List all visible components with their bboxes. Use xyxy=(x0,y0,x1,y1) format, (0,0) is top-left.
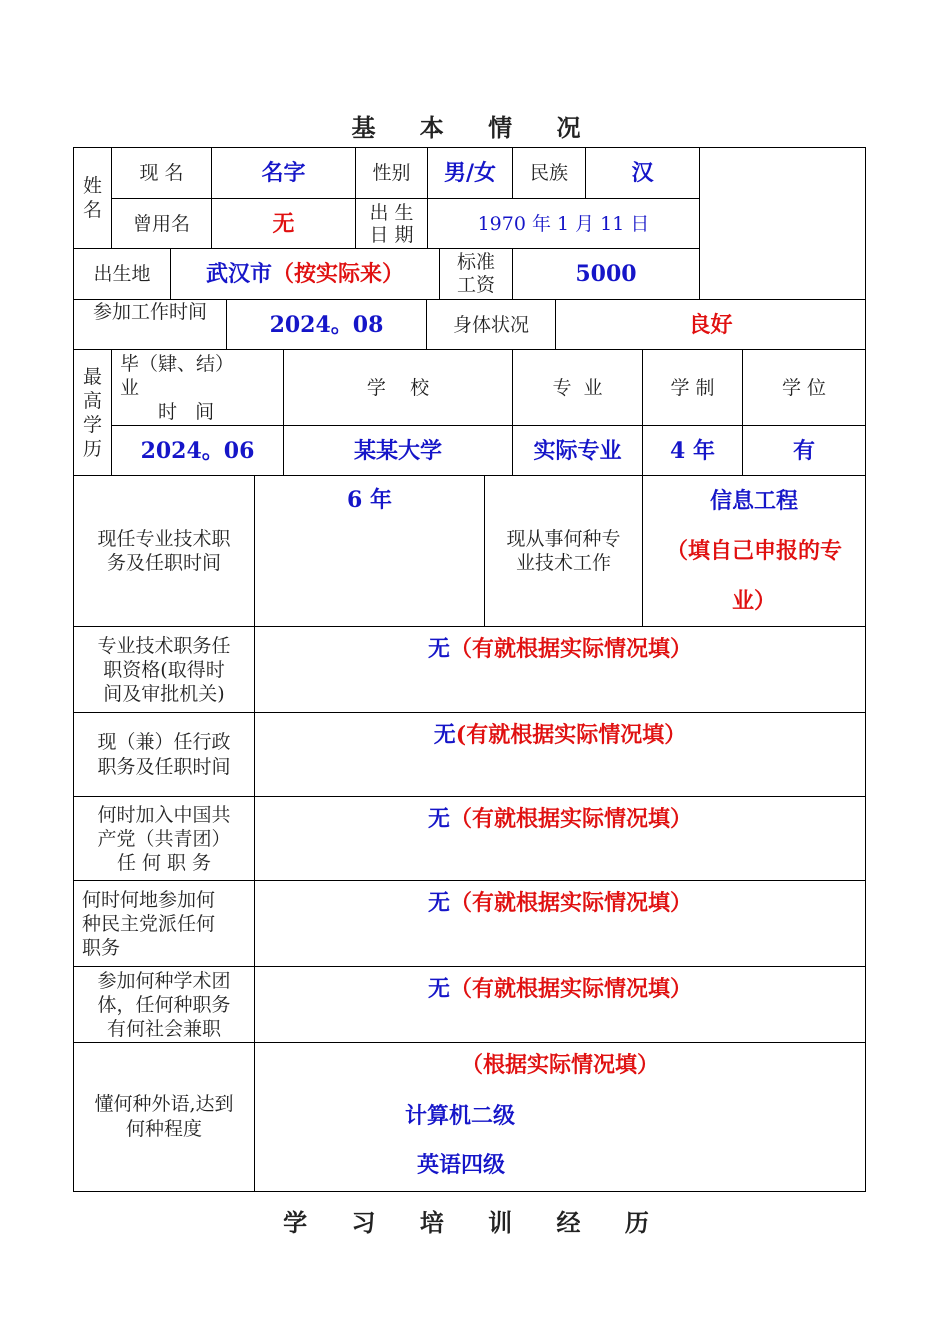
grad-time-label-1: 毕（肄、结） xyxy=(120,352,235,375)
party-note: （有就根据实际情况填） xyxy=(450,806,693,832)
birth-date-label-2: 日 期 xyxy=(369,223,414,246)
democratic-party-main: 无 xyxy=(427,890,450,916)
birthplace-label: 出生地 xyxy=(73,248,171,300)
major-value[interactable]: 实际专业 xyxy=(512,425,643,476)
admin-position-main: 无 xyxy=(433,722,456,748)
major-label: 专 业 xyxy=(512,349,643,426)
admin-position-label-2: 职务及任职时间 xyxy=(97,755,231,778)
party-main: 无 xyxy=(427,806,450,832)
photo-area xyxy=(699,147,866,300)
tech-position-label-2: 务及任职时间 xyxy=(106,552,221,574)
grad-time-label-2: 业 xyxy=(120,376,140,399)
academic-group-label xyxy=(73,966,255,1043)
salary-label-2: 工资 xyxy=(456,274,495,296)
section-title-basic: 基 本 情 况 xyxy=(351,113,599,142)
former-name-value[interactable]: 无 xyxy=(211,198,356,249)
qualification-label-3: 间及审批机关) xyxy=(103,682,225,705)
ethnic-value[interactable]: 汉 xyxy=(585,147,700,199)
qualification-value[interactable] xyxy=(254,626,866,713)
name-group-text: 姓名 xyxy=(82,175,102,221)
tech-position-label xyxy=(73,475,255,627)
language-line-english: 英语四级 xyxy=(417,1152,506,1178)
section-title-study: 学 习 培 训 经 历 xyxy=(283,1208,667,1237)
tech-work-label xyxy=(484,475,643,627)
gender-label: 性别 xyxy=(355,147,428,199)
grad-time-value[interactable]: 2024。06 xyxy=(111,425,284,476)
admin-position-note: (有就根据实际情况填） xyxy=(455,722,687,748)
health-label: 身体状况 xyxy=(426,299,556,350)
length-label: 学 制 xyxy=(642,349,743,426)
qualification-label-1: 专业技术职务任 xyxy=(97,634,231,657)
language-label-1: 懂何种外语,达到 xyxy=(94,1093,234,1115)
language-label-2: 何种程度 xyxy=(125,1118,202,1140)
health-value[interactable]: 良好 xyxy=(555,299,866,350)
birthplace-note: （按实际来） xyxy=(272,261,405,287)
tech-work-label-1: 现从事何种专 xyxy=(506,528,621,550)
party-label-1: 何时加入中国共 xyxy=(97,803,231,826)
democratic-party-label-3: 职务 xyxy=(82,936,121,959)
former-name-label: 曾用名 xyxy=(111,198,212,249)
education-group-label xyxy=(73,349,112,476)
tech-work-note-2: 业） xyxy=(731,588,776,614)
democratic-party-note: （有就根据实际情况填） xyxy=(450,890,693,916)
degree-label: 学 位 xyxy=(742,349,866,426)
school-value[interactable]: 某某大学 xyxy=(283,425,513,476)
current-name-label: 现 名 xyxy=(111,147,212,199)
qualification-label xyxy=(73,626,255,713)
admin-position-label xyxy=(73,712,255,797)
academic-group-label-1: 参加何种学术团 xyxy=(97,969,231,992)
tech-work-note-1: （填自己申报的专 xyxy=(665,538,842,564)
salary-value[interactable]: 5000 xyxy=(512,248,700,300)
democratic-party-label-2: 种民主党派任何 xyxy=(82,912,216,935)
academic-group-label-2: 体，任何种职务 xyxy=(97,993,231,1016)
salary-label xyxy=(439,248,513,300)
tech-work-label-2: 业技术工作 xyxy=(515,552,611,574)
admin-position-value[interactable] xyxy=(254,712,866,797)
admin-position-label-1: 现（兼）任行政 xyxy=(97,730,231,753)
grad-time-label xyxy=(111,349,284,426)
qualification-main: 无 xyxy=(427,636,450,662)
ethnic-label: 民族 xyxy=(512,147,586,199)
tech-work-value[interactable] xyxy=(642,475,866,627)
work-start-label: 参加工作时间 xyxy=(73,299,227,350)
grad-time-label-3: 时 间 xyxy=(158,400,215,423)
language-label xyxy=(73,1042,255,1192)
party-value[interactable] xyxy=(254,796,866,881)
birth-date-label-1: 出 生 xyxy=(369,201,414,224)
language-note: （根据实际情况填） xyxy=(460,1052,659,1078)
gender-value[interactable]: 男/女 xyxy=(427,147,513,199)
tech-position-value[interactable]: 6 年 xyxy=(254,475,485,627)
democratic-party-label xyxy=(73,880,255,967)
party-label-3: 任 何 职 务 xyxy=(116,851,212,874)
salary-label-1: 标准 xyxy=(456,251,495,273)
democratic-party-value[interactable] xyxy=(254,880,866,967)
tech-work-value-main: 信息工程 xyxy=(709,488,798,514)
academic-group-label-3: 有何社会兼职 xyxy=(106,1017,221,1040)
academic-group-note: （有就根据实际情况填） xyxy=(450,976,693,1002)
name-group-label xyxy=(73,147,112,249)
work-start-value[interactable]: 2024。08 xyxy=(226,299,427,350)
party-label-2: 产党（共青团） xyxy=(97,827,231,850)
language-value[interactable] xyxy=(254,1042,866,1192)
degree-value[interactable]: 有 xyxy=(742,425,866,476)
academic-group-value[interactable] xyxy=(254,966,866,1043)
tech-position-label-1: 现任专业技术职 xyxy=(97,528,231,550)
language-line-computer: 计算机二级 xyxy=(405,1103,516,1129)
democratic-party-label-1: 何时何地参加何 xyxy=(82,888,216,911)
qualification-note: （有就根据实际情况填） xyxy=(450,636,693,662)
length-value[interactable]: 4 年 xyxy=(642,425,743,476)
birthplace-city: 武汉市 xyxy=(205,261,272,287)
school-label: 学 校 xyxy=(283,349,513,426)
birth-date-value[interactable]: 1970 年 1 月 11 日 xyxy=(427,198,700,249)
education-group-text: 最高学历 xyxy=(82,365,102,460)
party-label xyxy=(73,796,255,881)
birth-date-label xyxy=(355,198,428,249)
current-name-value[interactable]: 名字 xyxy=(211,147,356,199)
academic-group-main: 无 xyxy=(427,976,450,1002)
qualification-label-2: 职资格(取得时 xyxy=(103,658,225,681)
birthplace-value[interactable] xyxy=(170,248,440,300)
